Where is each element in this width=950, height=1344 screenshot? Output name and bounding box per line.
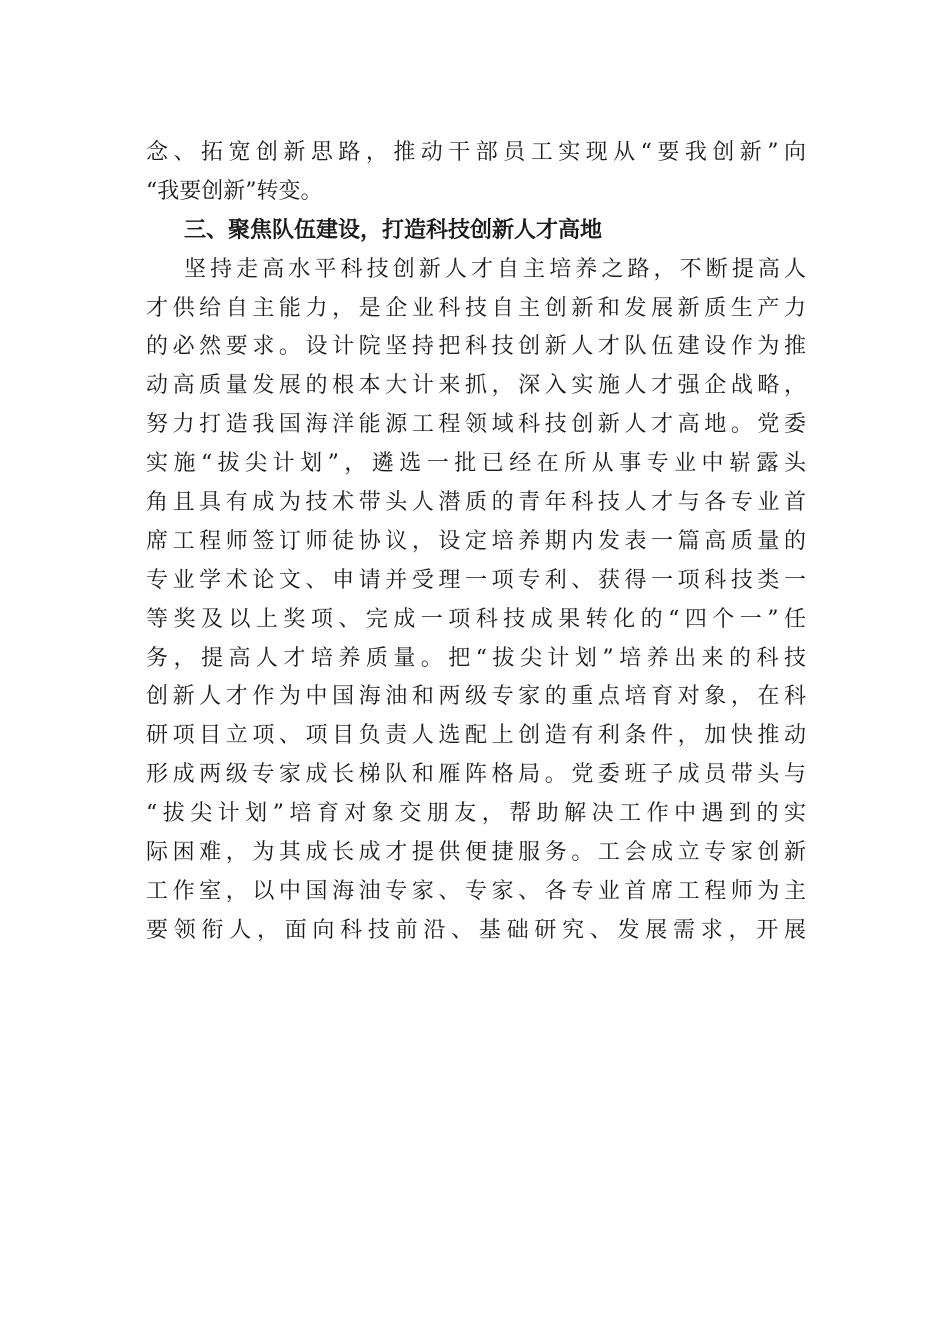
text-line-21: 要领衔人，面向科技前沿、基础研究、发展需求，开展 bbox=[146, 917, 806, 943]
text-line-8: 努力打造我国海洋能源工程领域科技创新人才高地。党委 bbox=[146, 412, 806, 438]
text-line-9: 实施“拔尖计划”，遴选一批已经在所从事专业中崭露头 bbox=[146, 451, 806, 477]
text-line-16: 研项目立项、项目负责人选配上创造有利条件，加快推动 bbox=[146, 723, 806, 749]
text-line-7: 动高质量发展的根本大计来抓，深入实施人才强企战略， bbox=[146, 373, 806, 399]
text-line-6: 的必然要求。设计院坚持把科技创新人才队伍建设作为推 bbox=[146, 334, 806, 360]
text-line-2: “我要创新”转变。 bbox=[146, 178, 323, 204]
text-line-10: 角且具有成为技术带头人潜质的青年科技人才与各专业首 bbox=[146, 490, 806, 516]
text-line-17: 形成两级专家成长梯队和雁阵格局。党委班子成员带头与 bbox=[146, 762, 806, 788]
text-line-19: 际困难，为其成长成才提供便捷服务。工会成立专家创新 bbox=[146, 840, 806, 866]
text-line-4: 坚持走高水平科技创新人才自主培养之路，不断提高人 bbox=[184, 256, 806, 282]
text-line-12: 专业学术论文、申请并受理一项专利、获得一项科技类一 bbox=[146, 567, 806, 593]
section-heading: 三、聚焦队伍建设，打造科技创新人才高地 bbox=[184, 217, 603, 243]
text-line-20: 工作室，以中国海油专家、专家、各专业首席工程师为主 bbox=[146, 878, 806, 904]
text-line-18: “拔尖计划”培育对象交朋友，帮助解决工作中遇到的实 bbox=[146, 801, 806, 827]
text-line-1: 念、拓宽创新思路，推动干部员工实现从“要我创新”向 bbox=[146, 140, 806, 165]
text-line-11: 席工程师签订师徒协议，设定培养期内发表一篇高质量的 bbox=[146, 528, 806, 554]
text-line-14: 务，提高人才培养质量。把“拔尖计划”培养出来的科技 bbox=[146, 645, 806, 671]
text-line-13: 等奖及以上奖项、完成一项科技成果转化的“四个一”任 bbox=[146, 606, 806, 632]
text-line-5: 才供给自主能力，是企业科技自主创新和发展新质生产力 bbox=[146, 295, 806, 321]
text-line-15: 创新人才作为中国海油和两级专家的重点培育对象，在科 bbox=[146, 684, 806, 710]
document-body bbox=[146, 134, 806, 951]
